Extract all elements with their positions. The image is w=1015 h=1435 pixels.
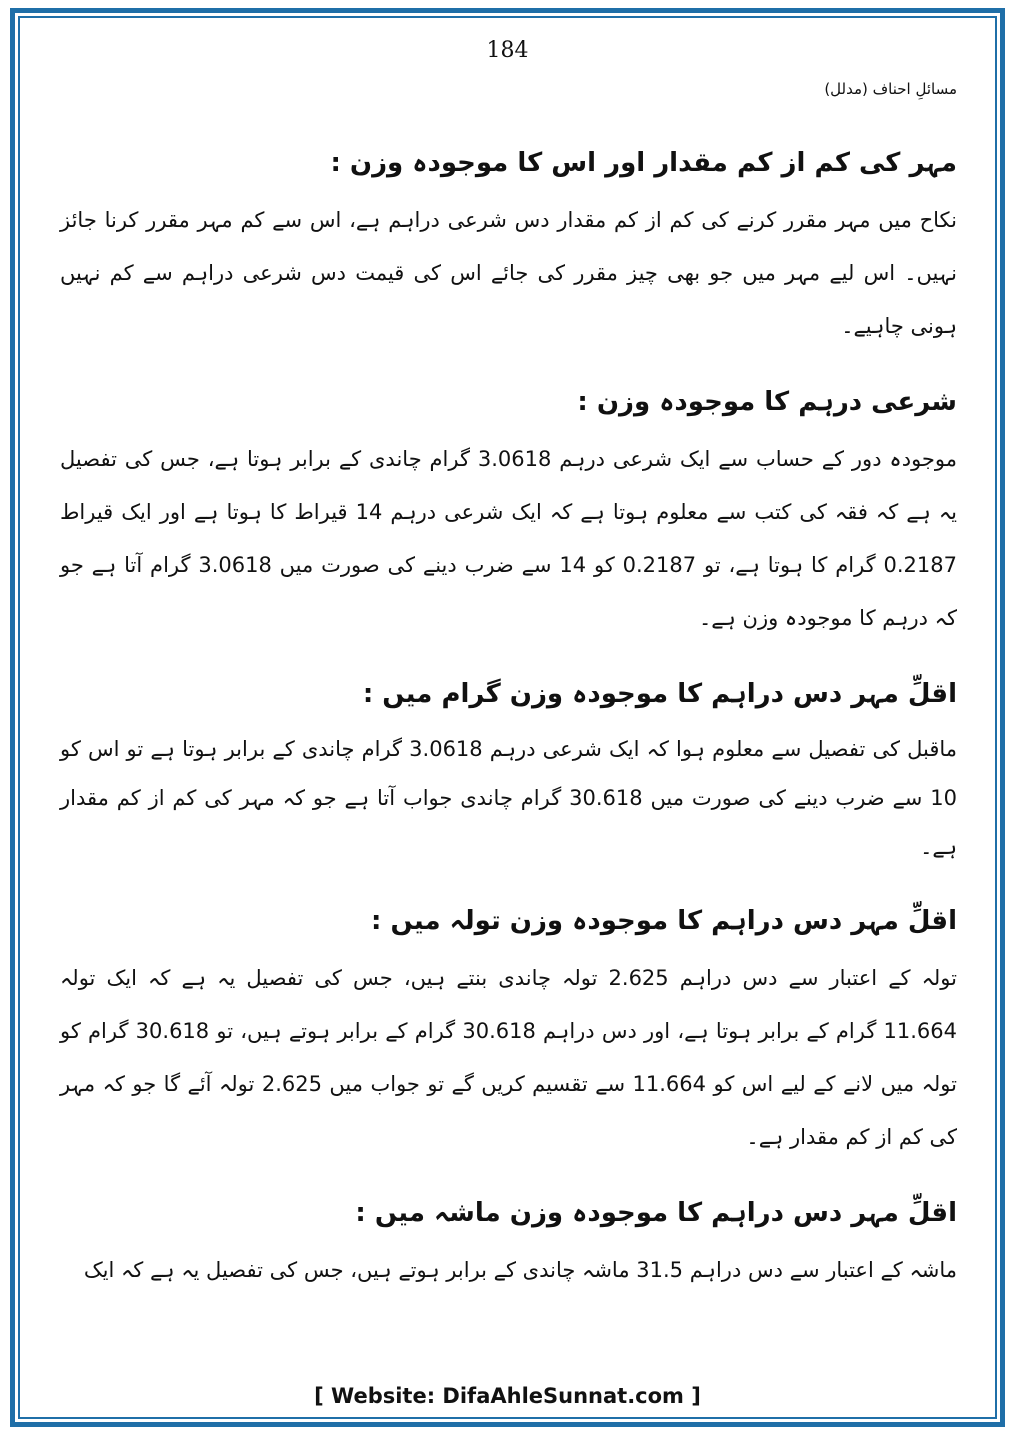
section-body-mahr-grams: ماقبل کی تفصیل سے معلوم ہوا کہ ایک شرعی درہم 3.0618 گرام چاندی کے برابر ہوتا ہے تو اس کو 10 سے ضرب دینے کی صورت میں 30.618 گرام چاندی جواب آتا ہے جو کہ مہر کی کم از کم مقدار ہے۔ — [60, 737, 958, 859]
section-heading-mahr-grams: اقلِّ مہر دس دراہم کا موجودہ وزن گرام میں : — [362, 679, 957, 709]
section-heading-min-mahr: مہر کی کم از کم مقدار اور اس کا موجودہ وزن : — [330, 148, 957, 178]
section-heading-mahr-masha: اقلِّ مہر دس دراہم کا موجودہ وزن ماشہ میں : — [355, 1198, 957, 1228]
page-body — [60, 140, 957, 1323]
website-footer: [ Website: DifaAhleSunnat.com ] — [314, 1384, 701, 1408]
section-heading-dirham-weight: شرعی درہم کا موجودہ وزن : — [577, 387, 957, 417]
section-body-min-mahr: نکاح میں مہر مقرر کرنے کی کم از کم مقدار دس شرعی دراہم ہے، اس سے کم مہر مقرر کرنا جائز نہیں۔ اس لیے مہر میں جو بھی چیز مقرر کی جائے اس کی قیمت دس شرعی دراہم سے کم نہیں ہونی چاہیے۔ — [60, 208, 957, 338]
section-heading-mahr-tola: اقلِّ مہر دس دراہم کا موجودہ وزن تولہ میں : — [371, 906, 957, 936]
section-body-mahr-masha: ماشہ کے اعتبار سے دس دراہم 31.5 ماشہ چاندی کے برابر ہوتے ہیں، جس کی تفصیل یہ ہے کہ ایک — [83, 1258, 957, 1282]
page-number: 184 — [486, 38, 529, 63]
section-body-dirham-weight: موجودہ دور کے حساب سے ایک شرعی درہم 3.0618 گرام چاندی کے برابر ہوتا ہے، جس کی تفصیل یہ ہے کہ فقہ کی کتب سے معلوم ہوتا ہے کہ ایک شرعی درہم 14 قیراط کا ہوتا ہے اور ایک قیراط 0.2187 گرام کا ہوتا ہے، تو 0.2187 کو 14 سے ضرب دینے کی صورت میں 3.0618 گرام آتا ہے جو کہ درہم کا موجودہ وزن ہے۔ — [60, 447, 957, 630]
running-head: مسائلِ احناف (مدلل) — [824, 80, 957, 98]
section-body-mahr-tola: تولہ کے اعتبار سے دس دراہم 2.625 تولہ چاندی بنتے ہیں، جس کی تفصیل یہ ہے کہ ایک تولہ 11.664 گرام کے برابر ہوتا ہے، اور دس دراہم 30.618 گرام کے برابر ہوتے ہیں، تو 30.618 گرام کو تولہ میں لانے کے لیے اس کو 11.664 سے تقسیم کریں گے تو جواب میں 2.625 تولہ آئے گا جو کہ مہر کی کم از کم مقدار ہے۔ — [60, 966, 958, 1149]
